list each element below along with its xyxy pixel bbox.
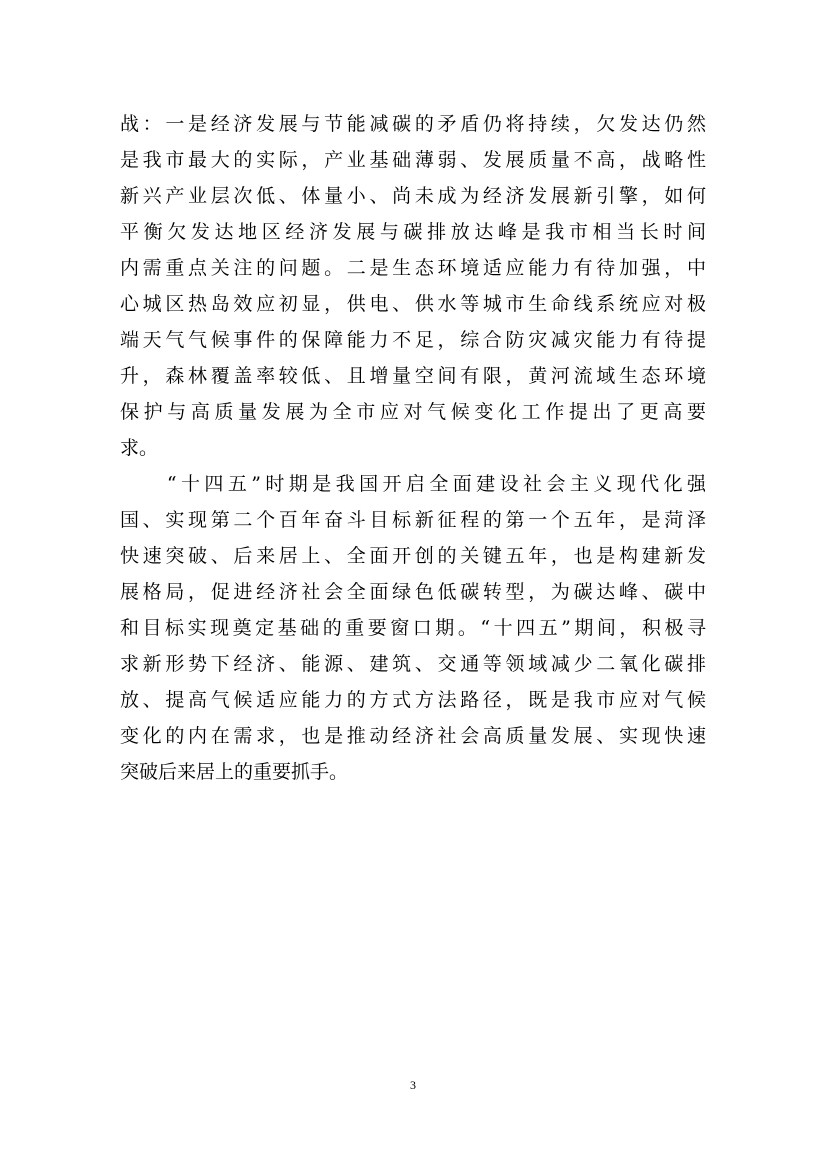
text-line: 新兴产业层次低、体量小、尚未成为经济发展新引擎，如何 [120,185,706,207]
text-line: 平衡欠发达地区经济发展与碳排放达峰是我市相当长时间 [120,221,706,243]
text-line: 展格局，促进经济社会全面绿色低碳转型，为碳达峰、碳中 [120,581,706,603]
text-line: 升，森林覆盖率较低、且增量空间有限，黄河流域生态环境 [120,365,706,387]
text-line: 心城区热岛效应初显，供电、供水等城市生命线系统应对极 [120,293,706,315]
page-number: 3 [410,1078,416,1092]
text-line: 是我市最大的实际，产业基础薄弱、发展质量不高，战略性 [120,149,706,171]
paragraph-2 [120,466,706,790]
text-line: 内需重点关注的问题。二是生态环境适应能力有待加强，中 [120,257,706,279]
text-line: 放、提高气候适应能力的方式方法路径，既是我市应对气候 [120,689,706,711]
body-text [120,106,706,790]
text-line: “十四五”时期是我国开启全面建设社会主义现代化强 [120,473,706,495]
text-line: 求。 [120,437,159,459]
text-line: 国、实现第二个百年奋斗目标新征程的第一个五年，是菏泽 [120,509,706,531]
text-line: 快速突破、后来居上、全面开创的关键五年，也是构建新发 [120,545,706,567]
text-line: 保护与高质量发展为全市应对气候变化工作提出了更高要 [120,401,706,423]
text-line: 战：一是经济发展与节能减碳的矛盾仍将持续，欠发达仍然 [120,113,706,135]
text-line: 端天气气候事件的保障能力不足，综合防灾减灾能力有待提 [120,329,706,351]
text-line: 和目标实现奠定基础的重要窗口期。“十四五”期间，积极寻 [120,617,706,639]
paragraph-1 [120,106,706,466]
text-line: 求新形势下经济、能源、建筑、交通等领域减少二氧化碳排 [120,653,706,675]
text-line: 突破后来居上的重要抓手。 [120,761,349,783]
text-line: 变化的内在需求，也是推动经济社会高质量发展、实现快速 [120,725,706,747]
